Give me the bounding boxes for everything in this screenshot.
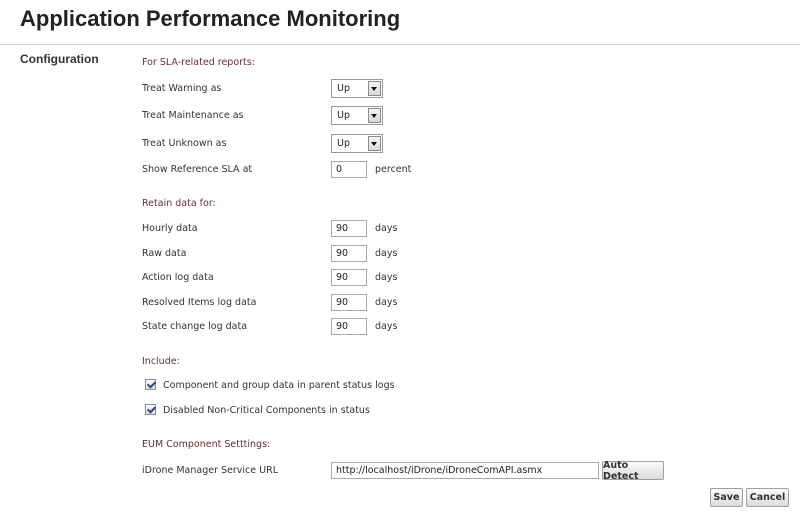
treat-warning-select[interactable] (331, 79, 383, 98)
raw-data-label: Raw data (142, 248, 187, 259)
treat-maintenance-value: Up (337, 110, 350, 121)
raw-data-unit: days (375, 248, 398, 259)
page-title: Application Performance Monitoring (20, 6, 401, 31)
sla-heading: For SLA-related reports: (142, 57, 255, 68)
section-label: Configuration (20, 52, 99, 66)
treat-maintenance-select[interactable] (331, 106, 383, 125)
state-change-label: State change log data (142, 321, 248, 332)
chevron-down-icon[interactable] (368, 81, 381, 96)
action-log-label: Action log data (142, 272, 214, 283)
treat-unknown-label: Treat Unknown as (142, 138, 227, 149)
auto-detect-button[interactable]: Auto Detect (602, 461, 664, 480)
disabled-noncritical-label: Disabled Non-Critical Components in status (163, 405, 370, 416)
treat-maintenance-label: Treat Maintenance as (142, 110, 244, 121)
service-url-label: iDrone Manager Service URL (142, 465, 278, 476)
chevron-down-icon[interactable] (368, 136, 381, 151)
treat-warning-label: Treat Warning as (142, 83, 222, 94)
cancel-button[interactable]: Cancel (746, 488, 789, 507)
resolved-items-label: Resolved Items log data (142, 297, 257, 308)
action-log-unit: days (375, 272, 398, 283)
header-divider (0, 44, 800, 45)
raw-data-input[interactable]: 90 (331, 245, 367, 262)
resolved-items-unit: days (375, 297, 398, 308)
resolved-items-input[interactable]: 90 (331, 294, 367, 311)
include-heading: Include: (142, 356, 180, 367)
reference-sla-unit: percent (375, 164, 412, 175)
state-change-unit: days (375, 321, 398, 332)
hourly-data-label: Hourly data (142, 223, 198, 234)
reference-sla-input[interactable]: 0 (331, 161, 367, 178)
treat-warning-value: Up (337, 83, 350, 94)
component-group-label: Component and group data in parent status logs (163, 380, 395, 391)
component-group-checkbox[interactable] (145, 379, 156, 390)
retain-heading: Retain data for: (142, 198, 216, 209)
eum-heading: EUM Component Setttings: (142, 439, 271, 450)
service-url-input[interactable]: http://localhost/iDrone/iDroneComAPI.asmx (331, 462, 599, 479)
chevron-down-icon[interactable] (368, 108, 381, 123)
treat-unknown-select[interactable] (331, 134, 383, 153)
save-button[interactable]: Save (710, 488, 743, 507)
treat-unknown-value: Up (337, 138, 350, 149)
reference-sla-label: Show Reference SLA at (142, 164, 253, 175)
state-change-input[interactable]: 90 (331, 318, 367, 335)
hourly-data-input[interactable]: 90 (331, 220, 367, 237)
hourly-data-unit: days (375, 223, 398, 234)
disabled-noncritical-checkbox[interactable] (145, 404, 156, 415)
action-log-input[interactable]: 90 (331, 269, 367, 286)
